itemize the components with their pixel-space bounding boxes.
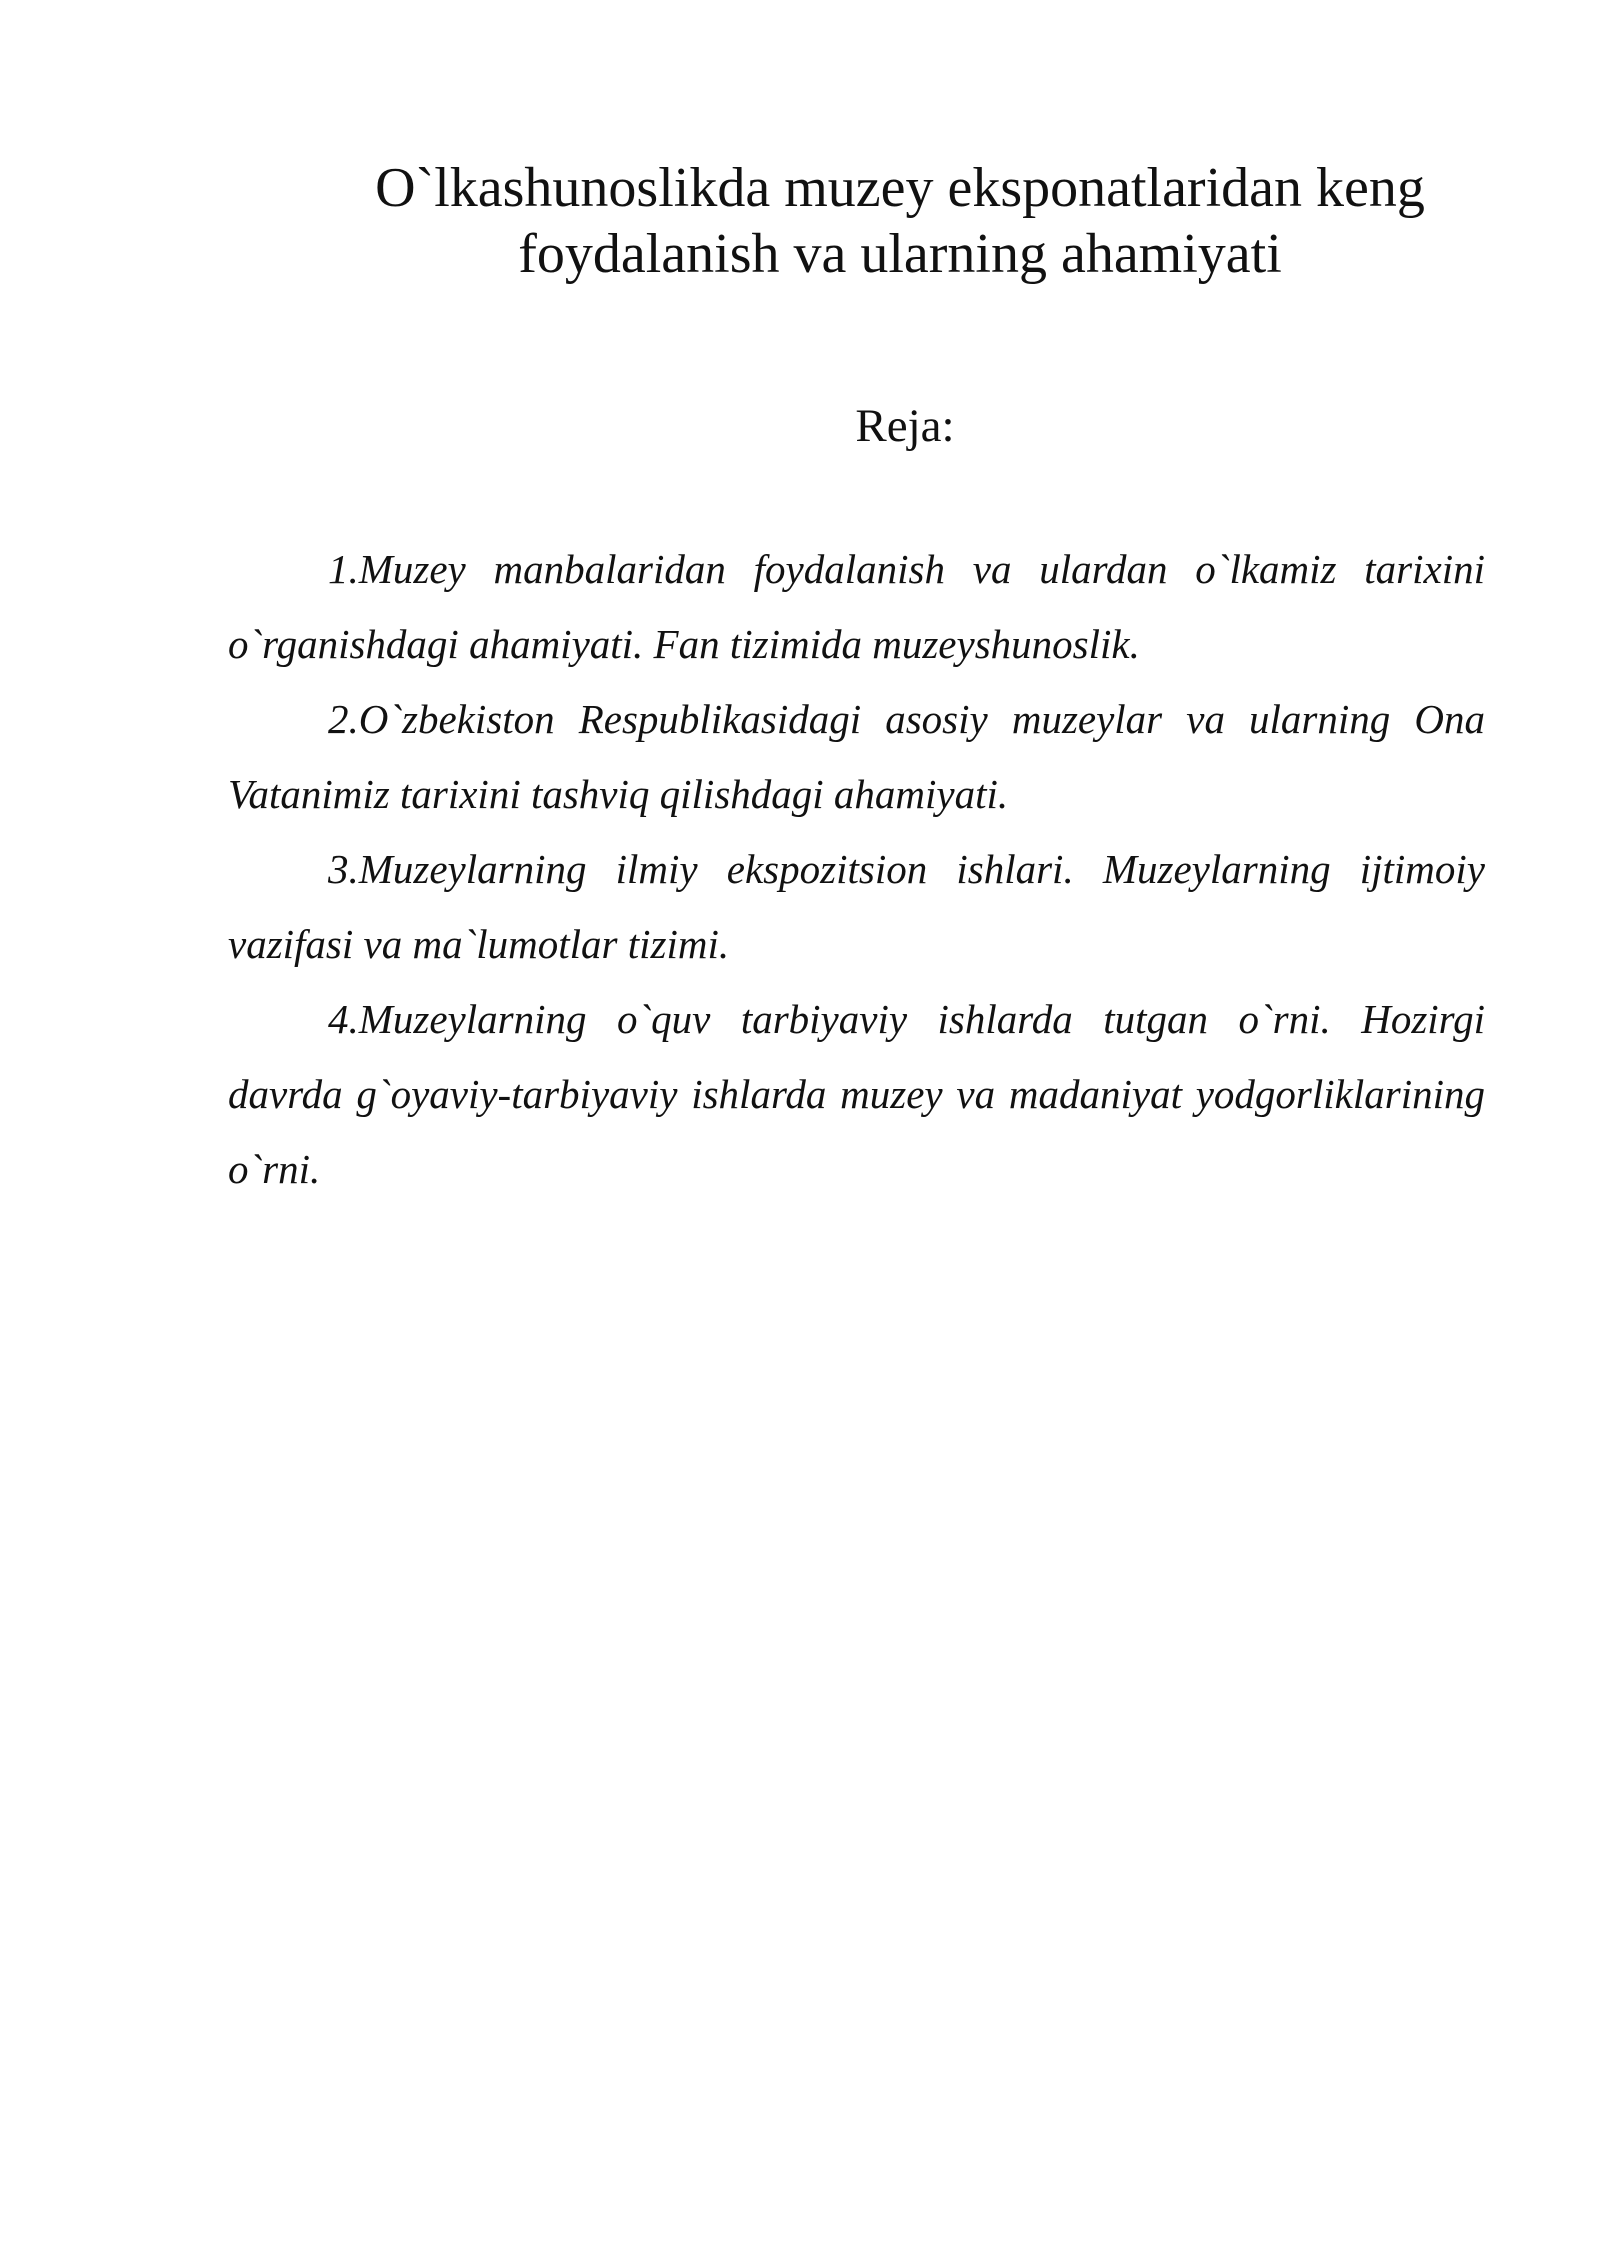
document-title-line-2: foydalanish va ularning ahamiyati: [518, 223, 1282, 285]
plan-heading: Reja:: [855, 400, 955, 452]
document-title-line-1: O`lkashunoslikda muzey eksponatlaridan keng: [375, 157, 1425, 219]
plan-item-2: 2.O`zbekiston Respublikasidagi asosiy muzeylar va ularning Ona Vatanimiz tarixini tashviq qilishdagi ahamiyati.: [228, 696, 1485, 817]
document-title: [300, 155, 1500, 287]
plan-item-1: 1.Muzey manbalaridan foydalanish va ulardan o`lkamiz tarixini o`rganishdagi ahamiyati. Fan tizimida muzeyshunoslik.: [228, 546, 1485, 667]
plan-item-3: 3.Muzeylarning ilmiy ekspozitsion ishlari. Muzeylarning ijtimoiy vazifasi va ma`lumotlar tizimi.: [228, 846, 1485, 967]
plan-list: [228, 532, 1485, 1207]
plan-item-4: 4.Muzeylarning o`quv tarbiyaviy ishlarda tutgan o`rni. Hozirgi davrda g`oyaviy-tarbiyaviy ishlarda muzey va madaniyat yodgorliklarining o`rni.: [228, 996, 1485, 1192]
